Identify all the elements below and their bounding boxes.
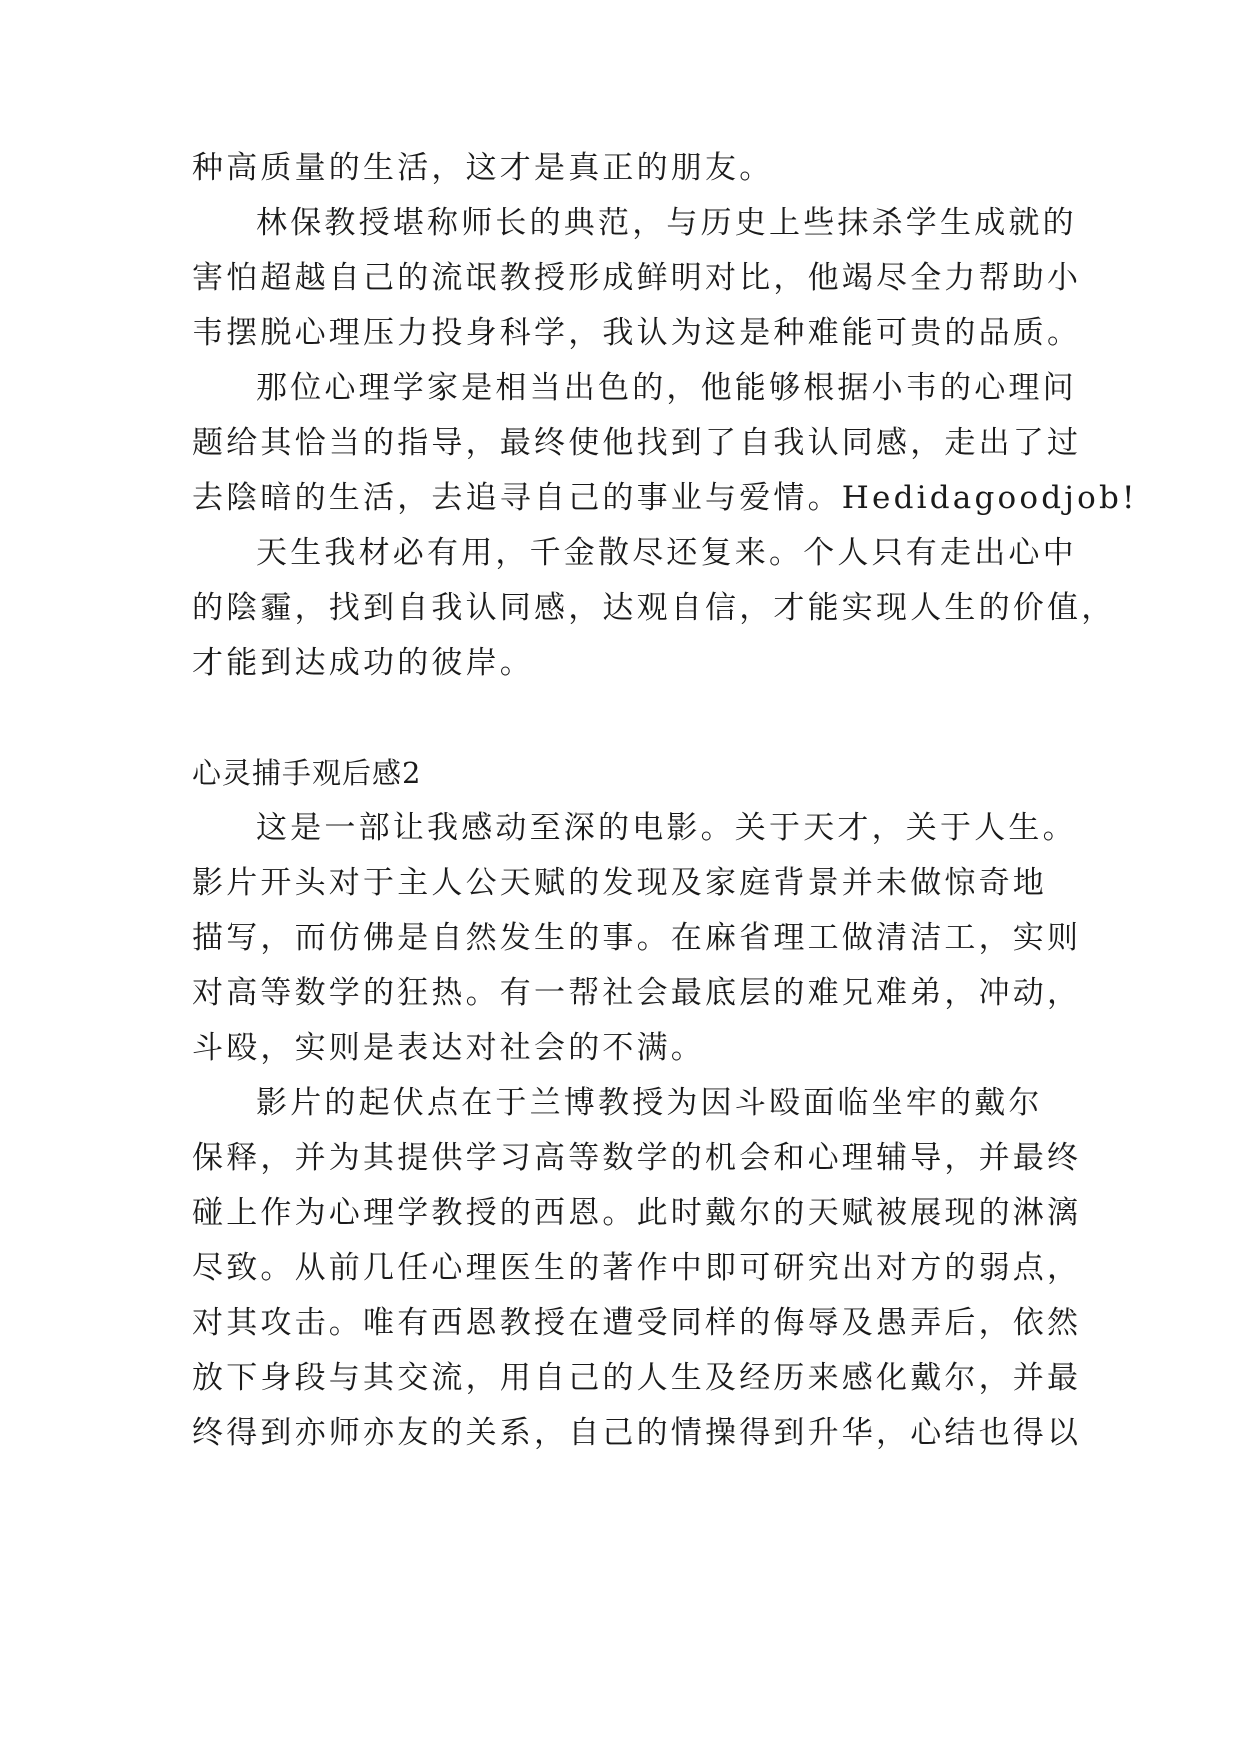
text-line: 斗殴，实则是表达对社会的不满。 <box>192 1030 705 1066</box>
text-line: 害怕超越自己的流氓教授形成鲜明对比，他竭尽全力帮助小 <box>192 260 1082 296</box>
text-line: 描写，而仿佛是自然发生的事。在麻省理工做清洁工，实则 <box>192 920 1082 956</box>
text-line: 保释，并为其提供学习高等数学的机会和心理辅导，并最终 <box>192 1140 1082 1176</box>
text-line: 韦摆脱心理压力投身科学，我认为这是种难能可贵的品质。 <box>192 315 1082 351</box>
text-line: 碰上作为心理学教授的西恩。此时戴尔的天赋被展现的淋漓 <box>192 1195 1082 1231</box>
text-line: 对高等数学的狂热。有一帮社会最底层的难兄难弟，冲动， <box>192 975 1082 1011</box>
text-line: 尽致。从前几任心理医生的著作中即可研究出对方的弱点， <box>192 1250 1082 1286</box>
text-line: 这是一部让我感动至深的电影。关于天才，关于人生。 <box>256 810 1077 846</box>
text-line: 影片开头对于主人公天赋的发现及家庭背景并未做惊奇地 <box>192 865 1047 901</box>
text-line: 天生我材必有用，千金散尽还复来。个人只有走出心中 <box>256 535 1077 571</box>
text-line: 对其攻击。唯有西恩教授在遭受同样的侮辱及愚弄后，依然 <box>192 1305 1082 1341</box>
text-line: 种高质量的生活，这才是真正的朋友。 <box>192 150 774 186</box>
section-title: 心灵捕手观后感2 <box>192 756 422 790</box>
text-line: 题给其恰当的指导，最终使他找到了自我认同感，走出了过 <box>192 425 1082 461</box>
text-line: 去陰暗的生活，去追寻自己的事业与爱情。Hedidagoodjob! <box>192 480 1138 516</box>
text-line: 林保教授堪称师长的典范，与历史上些抹杀学生成就的 <box>256 205 1077 241</box>
text-line: 影片的起伏点在于兰博教授为因斗殴面临坐牢的戴尔 <box>256 1085 1043 1121</box>
text-line: 终得到亦师亦友的关系，自己的情操得到升华，心结也得以 <box>192 1415 1082 1451</box>
text-line: 放下身段与其交流，用自己的人生及经历来感化戴尔，并最 <box>192 1360 1082 1396</box>
text-line: 才能到达成功的彼岸。 <box>192 645 534 681</box>
text-line: 那位心理学家是相当出色的，他能够根据小韦的心理问 <box>256 370 1077 406</box>
text-line: 的陰霾，找到自我认同感，达观自信，才能实现人生的价值， <box>192 590 1116 626</box>
